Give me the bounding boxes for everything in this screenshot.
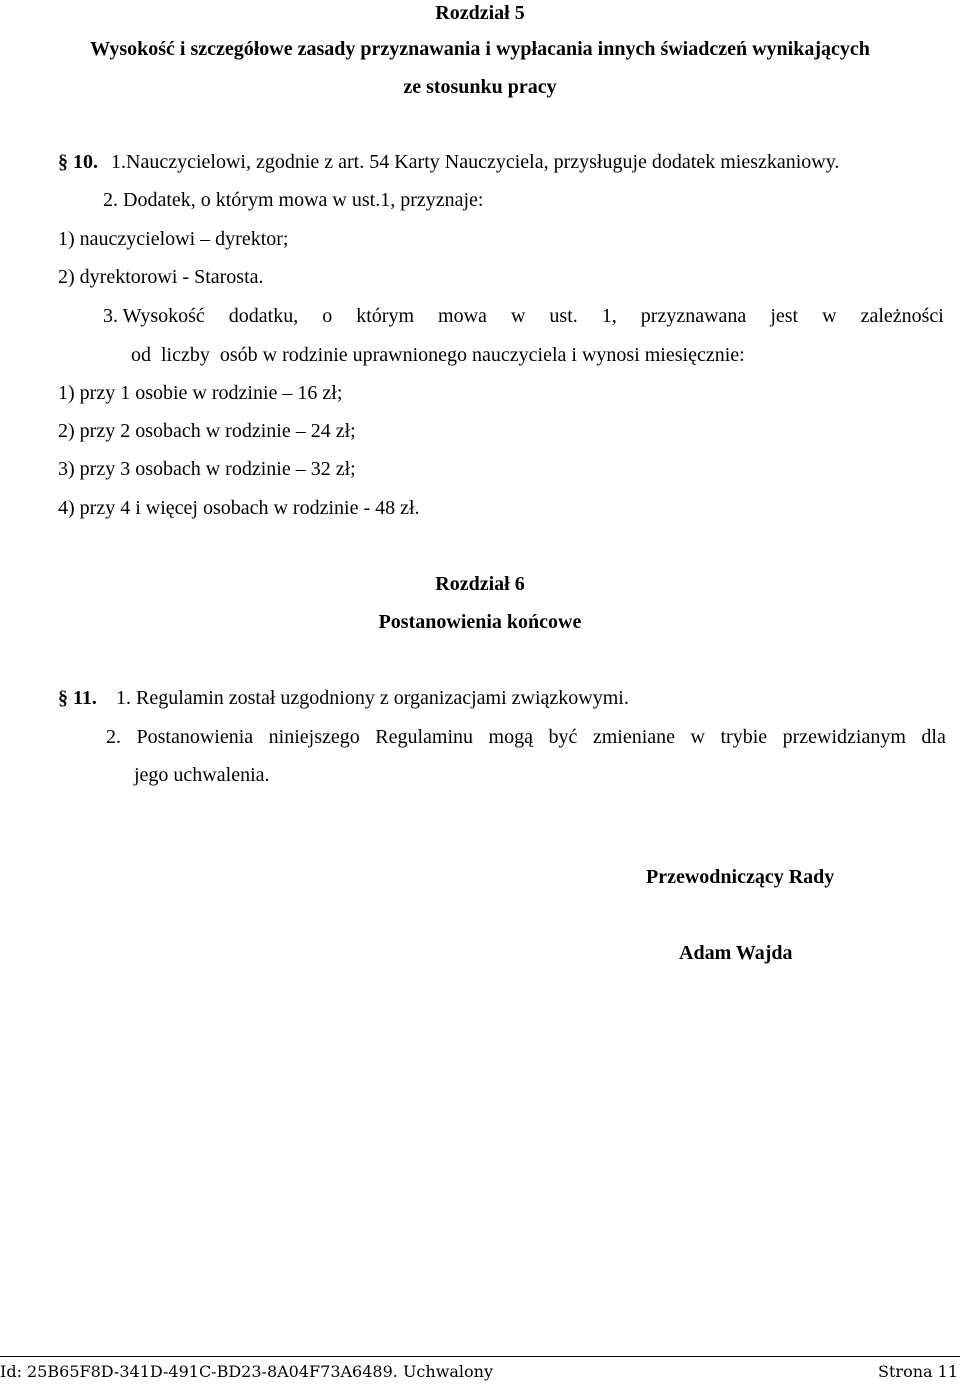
section-10-p3-item-3: 3) przy 3 osobach w rodzinie – 32 zł; (58, 458, 356, 480)
page-footer (0, 1356, 960, 1385)
section-10-p2-item-2: 2) dyrektorowi - Starosta. (58, 266, 264, 288)
p2-word: przewidzianym (782, 726, 906, 748)
p3-word: dodatku, (228, 305, 299, 327)
section-10-number: § 10. (58, 151, 98, 173)
p3-word: w (822, 305, 837, 327)
section-11-paragraph-1: 1. Regulamin został uzgodniony z organizacjami związkowymi. (116, 687, 629, 709)
p3-word: 3. Wysokość (103, 305, 205, 327)
p2-word: być (548, 726, 578, 748)
p3-word: 1, (601, 305, 617, 327)
section-10-p3-item-1: 1) przy 1 osobie w rodzinie – 16 zł; (58, 382, 343, 404)
chapter-6-heading: Rozdział 6 (435, 573, 525, 595)
signature-name: Adam Wajda (679, 942, 793, 964)
section-10-paragraph-1: 1.Nauczycielowi, zgodnie z art. 54 Karty Nauczyciela, przysługuje dodatek mieszkaniowy. (111, 151, 840, 173)
footer-divider (0, 1356, 960, 1357)
section-11-number: § 11. (58, 687, 97, 709)
p2-word: zmieniane (592, 726, 676, 748)
signature-role: Przewodniczący Rady (646, 866, 835, 888)
p3-word: przyznawana (640, 305, 747, 327)
section-10-p2-item-1: 1) nauczycielowi – dyrektor; (58, 228, 289, 250)
p2-word: Postanowienia (136, 726, 254, 748)
p2-word: niniejszego (268, 726, 360, 748)
p2-word: mogą (488, 726, 533, 748)
chapter-6-title: Postanowienia końcowe (378, 611, 582, 633)
p2-word: w (690, 726, 705, 748)
section-10-paragraph-3-line-2: od liczby osób w rodzinie uprawnionego nauczyciela i wynosi miesięcznie: (131, 344, 745, 366)
section-11-paragraph-2-line-2: jego uchwalenia. (134, 764, 270, 786)
p3-word: w (510, 305, 526, 327)
section-10-paragraph-2: 2. Dodatek, o którym mowa w ust.1, przyznaje: (103, 189, 484, 211)
footer-document-id: Id: 25B65F8D-341D-491C-BD23-8A04F73A6489. Uchwalony (0, 1362, 494, 1381)
p3-word: jest (770, 305, 799, 327)
p2-word: dla (921, 726, 946, 748)
p3-word: o (322, 305, 333, 327)
p2-word: trybie (720, 726, 768, 748)
section-10-p3-item-2: 2) przy 2 osobach w rodzinie – 24 zł; (58, 420, 356, 442)
section-11-paragraph-2-line-1 (106, 725, 946, 749)
section-10-paragraph-3-line-1 (103, 304, 944, 328)
chapter-5-heading: Rozdział 5 (435, 2, 525, 24)
section-10-p3-item-4: 4) przy 4 i więcej osobach w rodzinie - 48 zł. (58, 497, 420, 519)
p2-word: Regulaminu (375, 726, 474, 748)
p3-word: mowa (438, 305, 487, 327)
p2-word: 2. (106, 726, 121, 748)
chapter-5-title-line-1: Wysokość i szczegółowe zasady przyznawania i wypłacania innych świadczeń wynikających (90, 38, 870, 60)
chapter-5-title-line-2: ze stosunku pracy (403, 76, 557, 98)
p3-word: zależności (860, 305, 944, 327)
p3-word: ust. (549, 305, 578, 327)
p3-word: którym (356, 305, 415, 327)
footer-page-number: Strona 11 (878, 1362, 958, 1381)
